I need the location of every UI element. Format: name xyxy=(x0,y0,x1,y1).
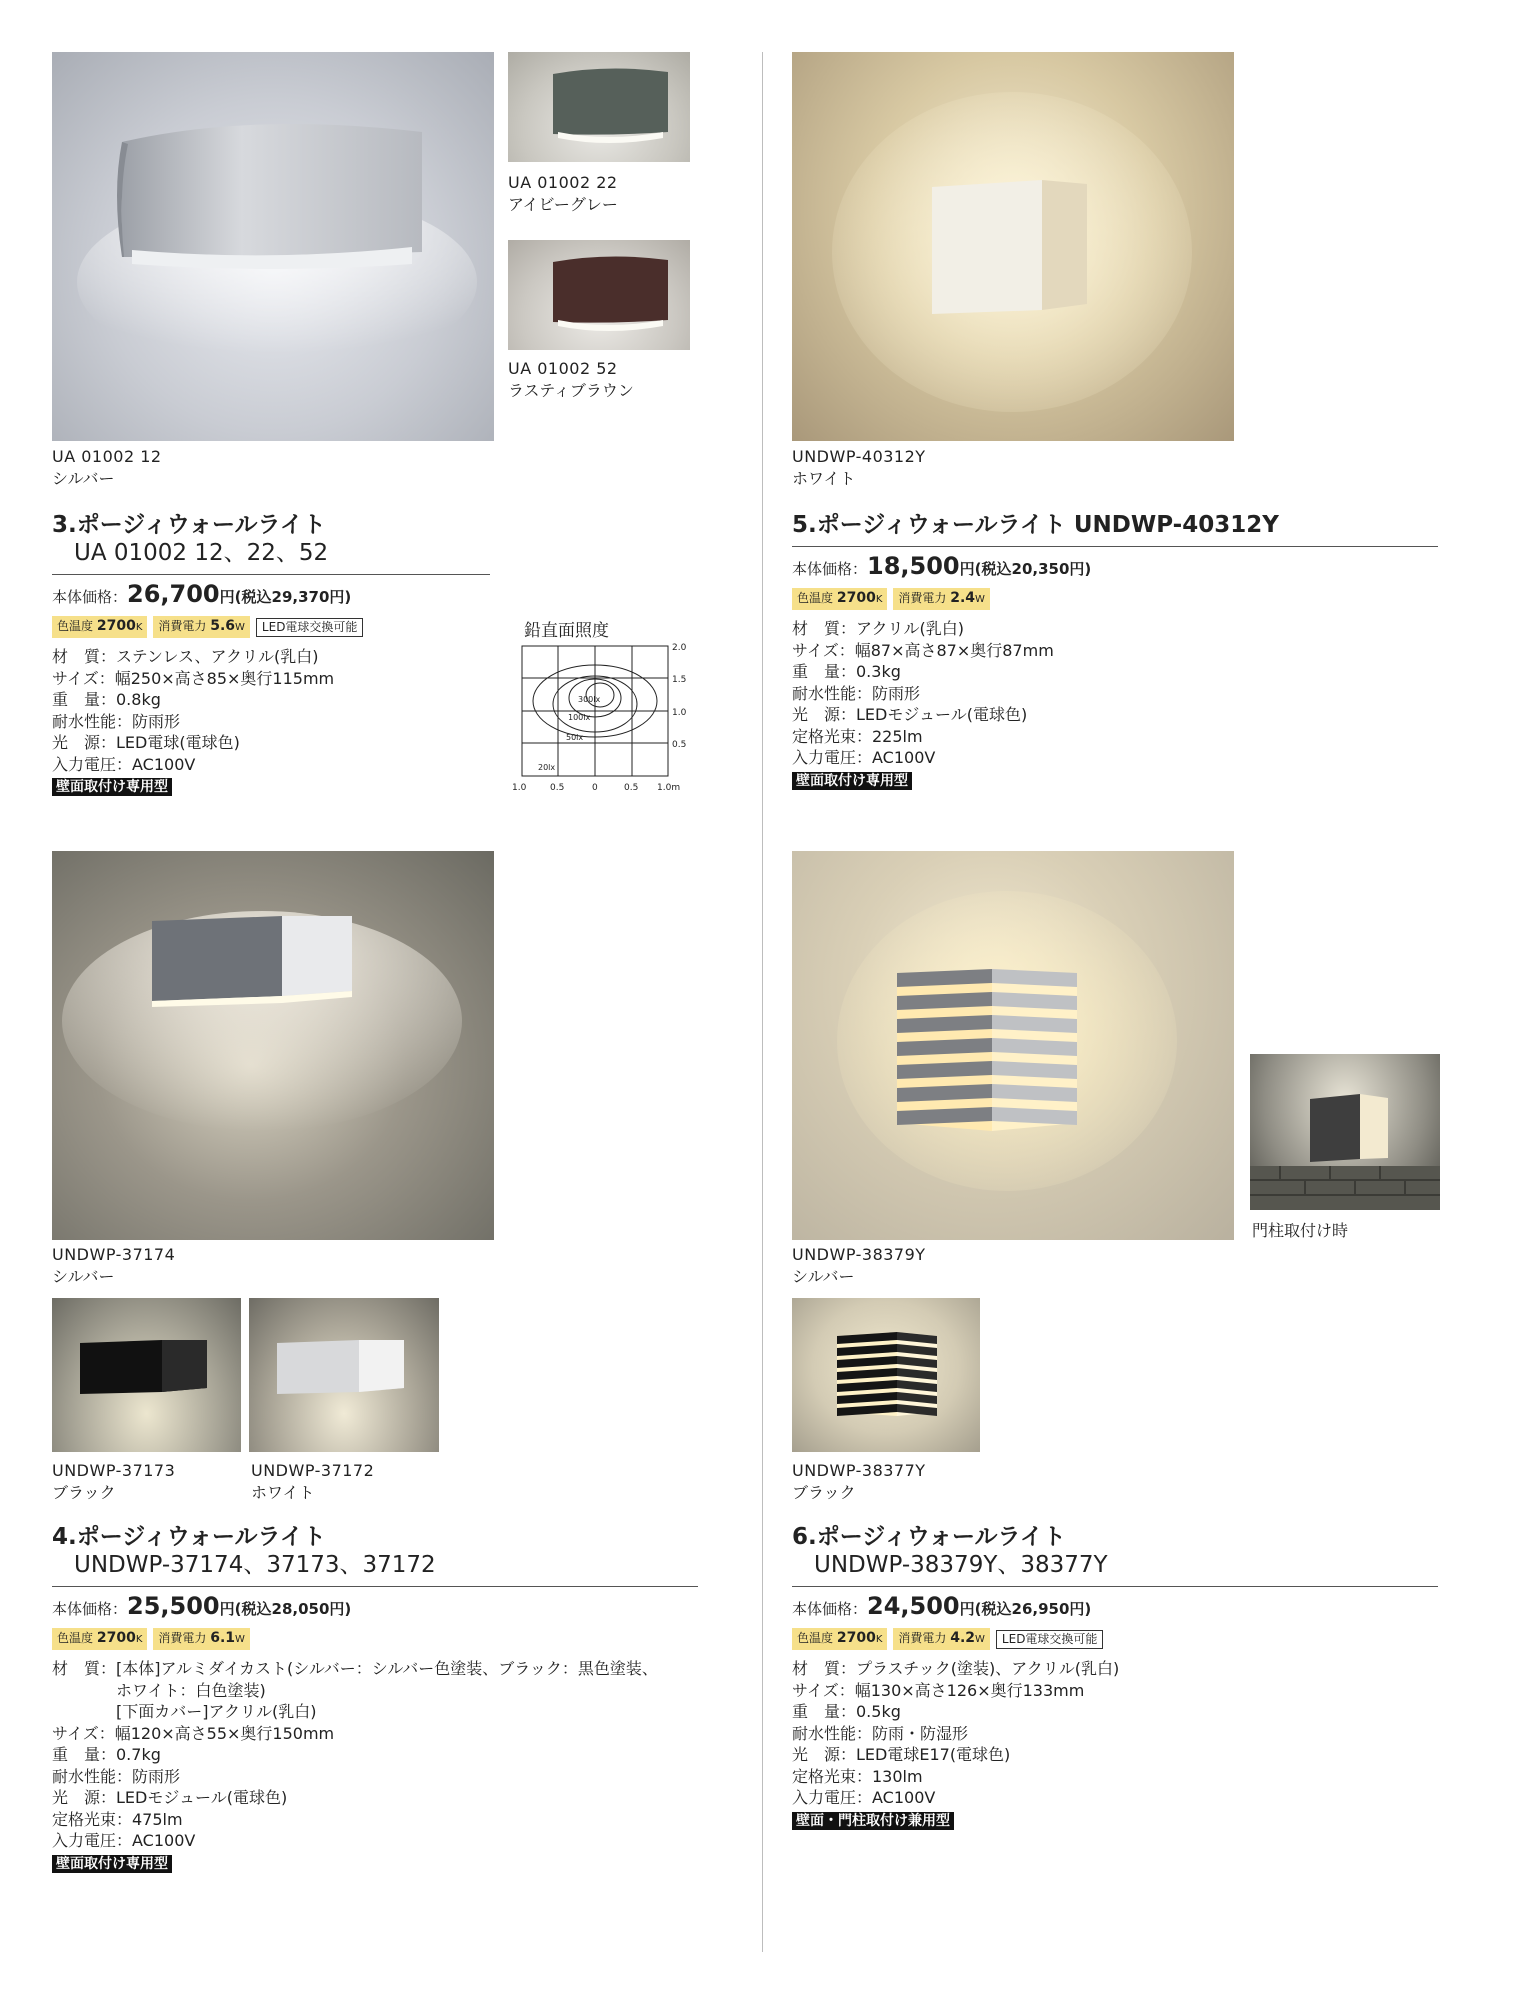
wall-light-cube-white-image xyxy=(792,52,1234,441)
spec-line: 定格光束：475lm xyxy=(52,1809,183,1829)
product-6-main-code: UNDWP-38379Y xyxy=(792,1245,926,1264)
product-3-variant-brown-code: UA 01002 52 xyxy=(508,359,618,378)
y-tick: 1.5 xyxy=(672,675,687,685)
spec-line: 耐水性能：防雨・防湿形 xyxy=(792,1723,969,1743)
product-4-rule xyxy=(52,1586,698,1587)
wall-light-louver-black-image xyxy=(792,1298,980,1452)
y-tick: 2.0 xyxy=(672,643,687,653)
product-6-badges xyxy=(792,1628,1103,1650)
product-6-main-photo xyxy=(792,851,1234,1240)
illuminance-chart xyxy=(512,638,692,800)
spec-line: 材 質：ステンレス、アクリル(乳白) xyxy=(52,647,319,666)
x-tick: 1.0m xyxy=(657,783,681,793)
product-4-variant-white-photo xyxy=(249,1298,439,1452)
spec-line: 材 質：プラスチック(塗装)、アクリル(乳白) xyxy=(792,1659,1120,1678)
product-6-gate-photo xyxy=(1250,1054,1440,1210)
product-4-variant-black-color: ブラック xyxy=(52,1483,116,1502)
product-6-variant-black-code: UNDWP-38377Y xyxy=(792,1461,926,1480)
price-label: 本体価格： xyxy=(792,1600,868,1618)
x-tick: 0.5 xyxy=(624,783,639,793)
product-6-title: 6.ポージィウォールライト xyxy=(792,1524,1066,1550)
product-4-main-color: シルバー xyxy=(52,1267,115,1286)
spec-line: [下面カバー]アクリル(乳白) xyxy=(52,1702,317,1721)
lux-label: 300lx xyxy=(578,695,601,704)
wall-light-louver-silver-image xyxy=(792,851,1234,1240)
price-yen: 円 xyxy=(959,1600,975,1618)
power-badge: 消費電力 6.1W xyxy=(153,1628,250,1650)
product-4-model-numbers: UNDWP-37174、37173、37172 xyxy=(74,1552,436,1578)
price-tax: (税込28,050円) xyxy=(234,1600,352,1618)
power-badge: 消費電力 4.2W xyxy=(893,1628,990,1650)
column-divider xyxy=(762,52,763,1952)
product-3-main-photo xyxy=(52,52,494,441)
wall-light-silver-image xyxy=(52,52,494,441)
lux-label: 50lx xyxy=(566,733,584,742)
product-6-variant-black-color: ブラック xyxy=(792,1483,856,1502)
spec-line: 重 量：0.7kg xyxy=(52,1745,161,1764)
price-yen: 円 xyxy=(959,560,975,578)
y-tick: 1.0 xyxy=(672,708,687,718)
product-4-variant-white-code: UNDWP-37172 xyxy=(251,1461,375,1480)
spec-line: 耐水性能：防雨形 xyxy=(52,711,181,731)
led-replaceable-badge: LED電球交換可能 xyxy=(256,618,364,637)
power-badge: 消費電力 5.6W xyxy=(153,616,250,638)
price-tax: (税込20,350円) xyxy=(974,560,1092,578)
price-label: 本体価格： xyxy=(792,560,868,578)
price-yen: 円 xyxy=(219,1600,235,1618)
price-tax: (税込26,950円) xyxy=(974,1600,1092,1618)
product-3-variant-grey-code: UA 01002 22 xyxy=(508,173,618,192)
product-3-variant-brown-photo xyxy=(508,240,690,350)
spec-line: 定格光束：130lm xyxy=(792,1766,923,1786)
price-yen: 円 xyxy=(219,588,235,606)
product-3-main-code: UA 01002 12 xyxy=(52,447,162,466)
mounting-type-tag: 壁面取付け専用型 xyxy=(52,778,172,796)
x-tick: 1.0 xyxy=(512,783,527,793)
spec-line: サイズ：幅87×高さ87×奥行87mm xyxy=(792,640,1054,660)
product-3-price-row xyxy=(52,580,351,611)
product-5-title: 5.ポージィウォールライト UNDWP-40312Y xyxy=(792,512,1279,538)
x-tick: 0 xyxy=(592,783,598,793)
product-6-main-color: シルバー xyxy=(792,1267,855,1286)
spec-line: 光 源：LEDモジュール(電球色) xyxy=(792,705,1028,724)
mounting-type-tag: 壁面取付け専用型 xyxy=(792,772,912,790)
color-temp-badge: 色温度 2700K xyxy=(52,616,147,638)
product-5-rule xyxy=(792,546,1438,547)
mounting-type-tag: 壁面取付け専用型 xyxy=(52,1855,172,1873)
wall-light-ivy-grey-image xyxy=(508,52,690,162)
product-3-badges xyxy=(52,616,363,638)
product-3-main-color: シルバー xyxy=(52,469,115,488)
spec-line: サイズ：幅120×高さ55×奥行150mm xyxy=(52,1723,335,1743)
color-temp-badge: 色温度 2700K xyxy=(792,588,887,610)
led-replaceable-badge: LED電球交換可能 xyxy=(996,1630,1104,1649)
spec-line: 入力電圧：AC100V xyxy=(792,1788,936,1807)
product-4-variant-black-code: UNDWP-37173 xyxy=(52,1461,176,1480)
product-6-model-numbers: UNDWP-38379Y、38377Y xyxy=(814,1552,1108,1578)
spec-line: 耐水性能：防雨形 xyxy=(52,1766,181,1786)
product-4-main-photo xyxy=(52,851,494,1240)
price-value: 26,700 xyxy=(127,580,220,608)
product-4-specs xyxy=(52,1658,658,1873)
x-tick: 0.5 xyxy=(550,783,565,793)
spec-line: 材 質：アクリル(乳白) xyxy=(792,619,965,638)
spec-line: サイズ：幅130×高さ126×奥行133mm xyxy=(792,1680,1085,1700)
price-label: 本体価格： xyxy=(52,1600,128,1618)
illuminance-chart-title: 鉛直面照度 xyxy=(524,621,609,641)
product-3-variant-grey-photo xyxy=(508,52,690,162)
gate-post-mounted-light-image xyxy=(1250,1054,1440,1210)
spec-line: サイズ：幅250×高さ85×奥行115mm xyxy=(52,668,335,688)
power-badge: 消費電力 2.4W xyxy=(893,588,990,610)
spec-line: 光 源：LEDモジュール(電球色) xyxy=(52,1788,288,1807)
y-tick: 0.5 xyxy=(672,740,687,750)
wall-light-silver-box-image xyxy=(52,851,494,1240)
color-temp-badge: 色温度 2700K xyxy=(792,1628,887,1650)
price-tax: (税込29,370円) xyxy=(234,588,352,606)
spec-line: 入力電圧：AC100V xyxy=(792,748,936,767)
spec-line: 入力電圧：AC100V xyxy=(52,1831,196,1850)
product-5-price-row xyxy=(792,552,1091,583)
product-3-rule xyxy=(52,574,490,575)
spec-line: 重 量：0.3kg xyxy=(792,662,901,681)
product-4-variant-black-photo xyxy=(52,1298,241,1452)
product-3-specs xyxy=(52,646,334,797)
spec-line: 材 質：[本体]アルミダイカスト(シルバー：シルバー色塗装、ブラック：黒色塗装、 xyxy=(52,1659,658,1678)
product-4-variant-white-color: ホワイト xyxy=(251,1483,315,1502)
product-3-variant-grey-color: アイビーグレー xyxy=(508,195,618,214)
product-6-variant-black-photo xyxy=(792,1298,980,1452)
product-3-model-numbers: UA 01002 12、22、52 xyxy=(74,540,329,566)
product-4-badges xyxy=(52,1628,250,1650)
spec-line: 定格光束：225lm xyxy=(792,726,923,746)
wall-light-white-box-image xyxy=(249,1298,439,1452)
spec-line: 耐水性能：防雨形 xyxy=(792,683,921,703)
product-5-main-photo xyxy=(792,52,1234,441)
product-6-gate-caption: 門柱取付け時 xyxy=(1252,1221,1349,1240)
price-label: 本体価格： xyxy=(52,588,128,606)
product-5-badges xyxy=(792,588,990,610)
product-3-title: 3.ポージィウォールライト xyxy=(52,512,326,538)
mounting-type-tag: 壁面・門柱取付け兼用型 xyxy=(792,1812,954,1830)
wall-light-rusty-brown-image xyxy=(508,240,690,350)
spec-line: 重 量：0.5kg xyxy=(792,1702,901,1721)
price-value: 18,500 xyxy=(867,552,960,580)
product-4-price-row xyxy=(52,1592,351,1623)
spec-line: 光 源：LED電球(電球色) xyxy=(52,733,240,752)
spec-line: 光 源：LED電球E17(電球色) xyxy=(792,1745,1011,1764)
product-5-main-code: UNDWP-40312Y xyxy=(792,447,926,466)
wall-light-black-box-image xyxy=(52,1298,241,1452)
product-4-title: 4.ポージィウォールライト xyxy=(52,1524,326,1550)
product-6-rule xyxy=(792,1586,1438,1587)
product-6-specs xyxy=(792,1658,1119,1830)
color-temp-badge: 色温度 2700K xyxy=(52,1628,147,1650)
lux-label: 20lx xyxy=(538,763,556,772)
product-6-price-row xyxy=(792,1592,1091,1623)
lux-label: 100lx xyxy=(568,713,591,722)
spec-line: 重 量：0.8kg xyxy=(52,690,161,709)
product-3-variant-brown-color: ラスティブラウン xyxy=(508,381,634,400)
product-5-specs xyxy=(792,618,1054,790)
price-value: 25,500 xyxy=(127,1592,220,1620)
product-4-main-code: UNDWP-37174 xyxy=(52,1245,176,1264)
product-5-main-color: ホワイト xyxy=(792,469,856,488)
price-value: 24,500 xyxy=(867,1592,960,1620)
spec-line: 入力電圧：AC100V xyxy=(52,754,196,774)
spec-line: ホワイト：白色塗装) xyxy=(52,1680,266,1700)
